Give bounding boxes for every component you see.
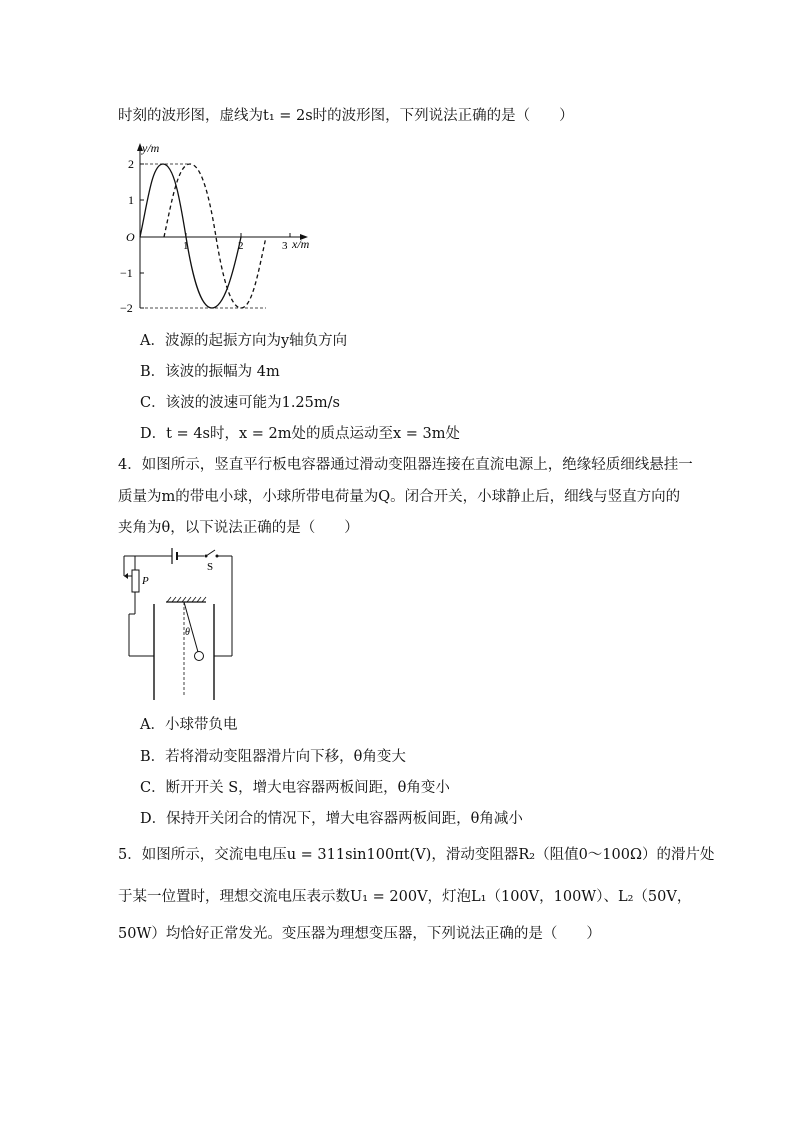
- q4-stem-line3: 夹角为θ，以下说法正确的是（ ）: [118, 520, 359, 536]
- svg-text:y/m: y/m: [142, 141, 160, 155]
- q3-option-d: D．t = 4s时，x = 2m处的质点运动至x = 3m处: [140, 426, 461, 442]
- q3-option-c: C．该波的波速可能为1.25m/s: [140, 395, 340, 411]
- solid-wave: [140, 164, 241, 308]
- svg-text:−1: −1: [120, 266, 133, 280]
- svg-text:P: P: [142, 575, 149, 587]
- q4-stem-line2: 质量为m的带电小球，小球所带电荷量为Q。闭合开关，小球静止后，细线与竖直方向的: [118, 489, 681, 505]
- q3-stem-tail: 时刻的波形图，虚线为t₁ = 2s时的波形图，下列说法正确的是（ ）: [118, 108, 574, 124]
- q4-option-a: A．小球带负电: [140, 717, 238, 733]
- svg-text:3: 3: [282, 240, 288, 252]
- svg-text:1: 1: [183, 240, 189, 252]
- svg-text:O: O: [126, 230, 135, 244]
- q4-option-b: B．若将滑动变阻器滑片向下移，θ角变大: [140, 749, 406, 765]
- svg-text:x/m: x/m: [292, 237, 310, 251]
- q3-option-a: A．波源的起振方向为y轴负方向: [140, 333, 348, 349]
- q5-stem-line2: 于某一位置时，理想交流电压表示数U₁ = 200V，灯泡L₁（100V，100W）、L₂（50V，: [118, 889, 692, 905]
- svg-text:2: 2: [238, 240, 244, 252]
- q3-option-b: B．该波的振幅为 4m: [140, 364, 280, 380]
- q5-stem-line1: 5．如图所示，交流电电压u = 311sin100πt(V)，滑动变阻器R₂（阻值0～100Ω）的滑片处: [118, 847, 715, 863]
- svg-text:2: 2: [128, 157, 134, 171]
- charged-ball: [195, 652, 204, 661]
- rheostat: [132, 570, 139, 592]
- svg-text:−2: −2: [120, 301, 133, 315]
- dashed-wave: [164, 164, 266, 308]
- q5-stem-line3: 50W）均恰好正常发光。变压器为理想变压器，下列说法正确的是（ ）: [118, 926, 601, 942]
- svg-text:1: 1: [128, 193, 134, 207]
- q4-option-c: C．断开开关 S，增大电容器两板间距，θ角变小: [140, 780, 450, 796]
- q4-option-d: D．保持开关闭合的情况下，增大电容器两板间距，θ角减小: [140, 811, 523, 827]
- capacitor-circuit-figure: [114, 542, 244, 702]
- svg-text:θ: θ: [185, 627, 190, 638]
- q4-stem-line1: 4．如图所示，竖直平行板电容器通过滑动变阻器连接在直流电源上，绝缘轻质细线悬挂一: [118, 457, 693, 473]
- switch-lever: [206, 550, 215, 556]
- svg-text:S: S: [207, 561, 214, 573]
- wave-figure: [120, 140, 320, 320]
